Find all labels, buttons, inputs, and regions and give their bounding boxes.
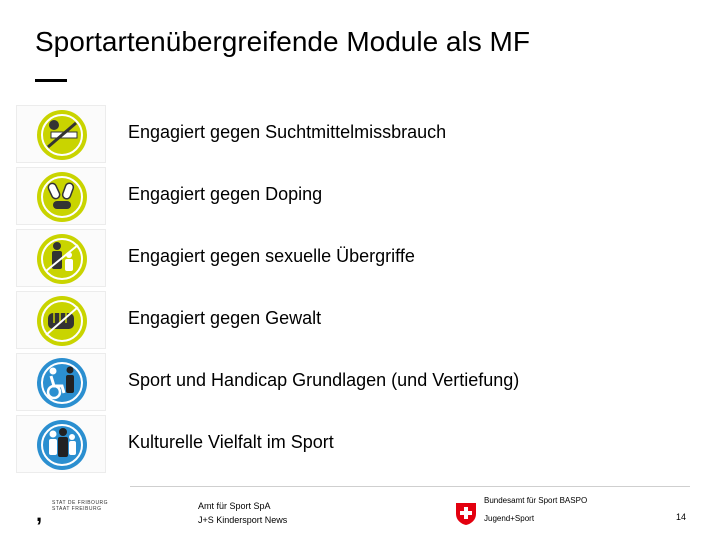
fist-icon	[36, 293, 88, 349]
page-number: 14	[676, 512, 687, 522]
title-underline	[35, 79, 67, 82]
org-name: Amt für Sport SpA	[198, 501, 271, 511]
people-protection-icon	[36, 231, 88, 287]
module-item-handicap	[16, 353, 616, 413]
canton-logo-line2: STAAT FREIBURG	[52, 506, 102, 512]
swiss-shield-icon	[455, 502, 477, 526]
module-label: Sport und Handicap Grundlagen (und Vertiefung)	[128, 370, 520, 390]
module-label: Engagiert gegen Gewalt	[128, 308, 322, 328]
module-item-suchtmittel	[16, 105, 616, 165]
org-subtitle: J+S Kindersport News	[198, 515, 288, 525]
module-label: Engagiert gegen sexuelle Übergriffe	[128, 246, 415, 266]
module-icon-box	[16, 415, 106, 473]
no-smoking-icon	[36, 107, 88, 163]
pills-icon	[36, 169, 88, 225]
module-item-doping	[16, 167, 616, 227]
module-item-gewalt	[16, 291, 616, 351]
canton-logo-mark: ,	[36, 501, 43, 526]
module-label: Engagiert gegen Doping	[128, 184, 323, 204]
module-label: Kulturelle Vielfalt im Sport	[128, 432, 334, 452]
diverse-people-icon	[36, 417, 88, 473]
module-icon-box	[16, 105, 106, 163]
module-icon-box	[16, 229, 106, 287]
module-label: Engagiert gegen Suchtmittelmissbrauch	[128, 122, 447, 142]
module-icon-box	[16, 291, 106, 349]
module-item-vielfalt	[16, 415, 616, 475]
canton-logo-line1: STAT DE FRIBOURG	[52, 500, 109, 506]
module-icon-box	[16, 353, 106, 411]
federal-office-name: Bundesamt für Sport BASPO	[484, 496, 588, 505]
module-icon-box	[16, 167, 106, 225]
federal-program: Jugend+Sport	[484, 514, 535, 523]
wheelchair-icon	[36, 355, 88, 411]
footer-divider	[130, 486, 690, 487]
slide-title: Sportartenübergreifende Module als MF	[35, 26, 530, 57]
module-item-uebergriffe	[16, 229, 616, 289]
